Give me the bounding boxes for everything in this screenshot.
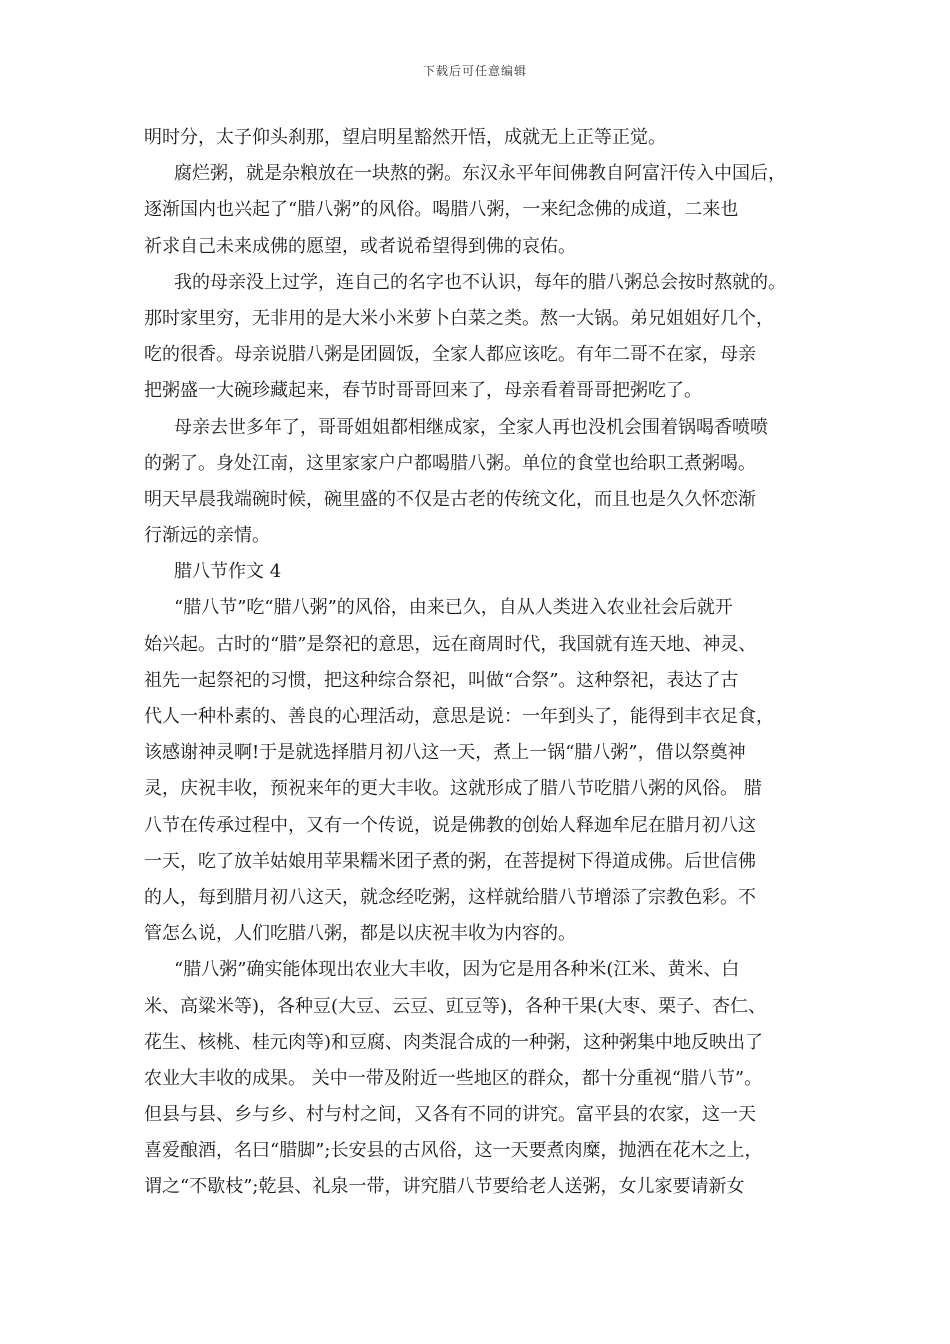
- text-line: 灵，庆祝丰收，预祝来年的更大丰收。这就形成了腊八节吃腊八粥的风俗。 腊: [144, 778, 762, 800]
- text-line: 该感谢神灵啊!于是就选择腊月初八这一天，煮上一锅“腊八粥”，借以祭奠神: [144, 742, 746, 764]
- text-line: 那时家里穷，无非用的是大米小米萝卜白菜之类。熬一大锅。弟兄姐姐好几个，: [144, 307, 774, 329]
- text-line: 腐烂粥，就是杂粮放在一块熬的粥。东汉永平年间佛教自阿富汗传入中国后，: [174, 163, 786, 185]
- text-line: 腊八节作文 4: [174, 561, 282, 583]
- text-line: 一天，吃了放羊姑娘用苹果糯米团子煮的粥，在菩提树下得道成佛。后世信佛: [144, 850, 756, 872]
- text-line: 的人，每到腊月初八这天，就念经吃粥，这样就给腊八节增添了宗教色彩。不: [144, 886, 756, 908]
- text-line: 祈求自己未来成佛的愿望，或者说希望得到佛的哀佑。: [144, 235, 576, 257]
- text-line: 喜爱酿酒，名曰“腊脚”;长安县的古风俗，这一天要煮肉糜，抛洒在花木之上，: [144, 1140, 763, 1162]
- text-line: 明时分，太子仰头刹那，望启明星豁然开悟，成就无上正等正觉。: [144, 127, 666, 148]
- text-line: 管怎么说，人们吃腊八粥，都是以庆祝丰收为内容的。: [144, 923, 576, 945]
- text-line: 行渐远的亲情。: [144, 525, 270, 547]
- text-line: 代人一种朴素的、善良的心理活动，意思是说：一年到头了，能得到丰衣足食，: [144, 706, 774, 727]
- text-line: 明天早晨我端碗时候，碗里盛的不仅是古老的传统文化，而且也是久久怀恋渐: [144, 488, 756, 510]
- text-line: 谓之“不歇枝”;乾县、礼泉一带，讲究腊八节要给老人送粥，女儿家要请新女: [144, 1176, 745, 1198]
- text-line: 八节在传承过程中，又有一个传说，说是佛教的创始人释迦牟尼在腊月初八这: [144, 814, 756, 836]
- text-line: 把粥盛一大碗珍藏起来，春节时哥哥回来了，母亲看着哥哥把粥吃了。: [144, 380, 702, 402]
- text-line: “腊八节”吃“腊八粥”的风俗，由来已久，自从人类进入农业社会后就开: [174, 597, 733, 619]
- text-line: 吃的很香。母亲说腊八粥是团圆饭，全家人都应该吃。有年二哥不在家，母亲: [144, 344, 756, 366]
- text-line: 的粥了。身处江南，这里家家户户都喝腊八粥。单位的食堂也给职工煮粥喝。: [144, 452, 756, 474]
- text-line: 我的母亲没上过学，连自己的名字也不认识，每年的腊八粥总会按时熬就的。: [174, 271, 786, 293]
- text-line: “腊八粥”确实能体现出农业大丰收，因为它是用各种米(江米、黄米、白: [174, 959, 740, 981]
- text-line: 始兴起。古时的“腊”是祭祀的意思，远在商周时代，我国就有连天地、神灵、: [144, 633, 757, 655]
- text-line: 母亲去世多年了，哥哥姐姐都相继成家，全家人再也没机会围着锅喝香喷喷: [174, 416, 768, 438]
- document-body: [144, 120, 824, 1206]
- text-line: 祖先一起祭祀的习惯，把这种综合祭祀，叫做“合祭”。这种祭祀，表达了古: [144, 669, 739, 691]
- page-header: 下载后可任意编辑: [422, 64, 527, 78]
- text-line: 但县与县、乡与乡、村与村之间，又各有不同的讲究。富平县的农家，这一天: [144, 1104, 756, 1126]
- text-line: 花生、核桃、桂元肉等)和豆腐、肉类混合成的一种粥，这种粥集中地反映出了: [144, 1031, 764, 1053]
- text-line: 农业大丰收的成果。 关中一带及附近一些地区的群众，都十分重视“腊八节”。: [144, 1067, 763, 1089]
- text-line: 米、高粱米等)，各种豆(大豆、云豆、豇豆等)，各种干果(大枣、栗子、杏仁、: [144, 995, 767, 1017]
- text-line: 逐渐国内也兴起了“腊八粥”的风俗。喝腊八粥，一来纪念佛的成道，二来也: [144, 199, 739, 221]
